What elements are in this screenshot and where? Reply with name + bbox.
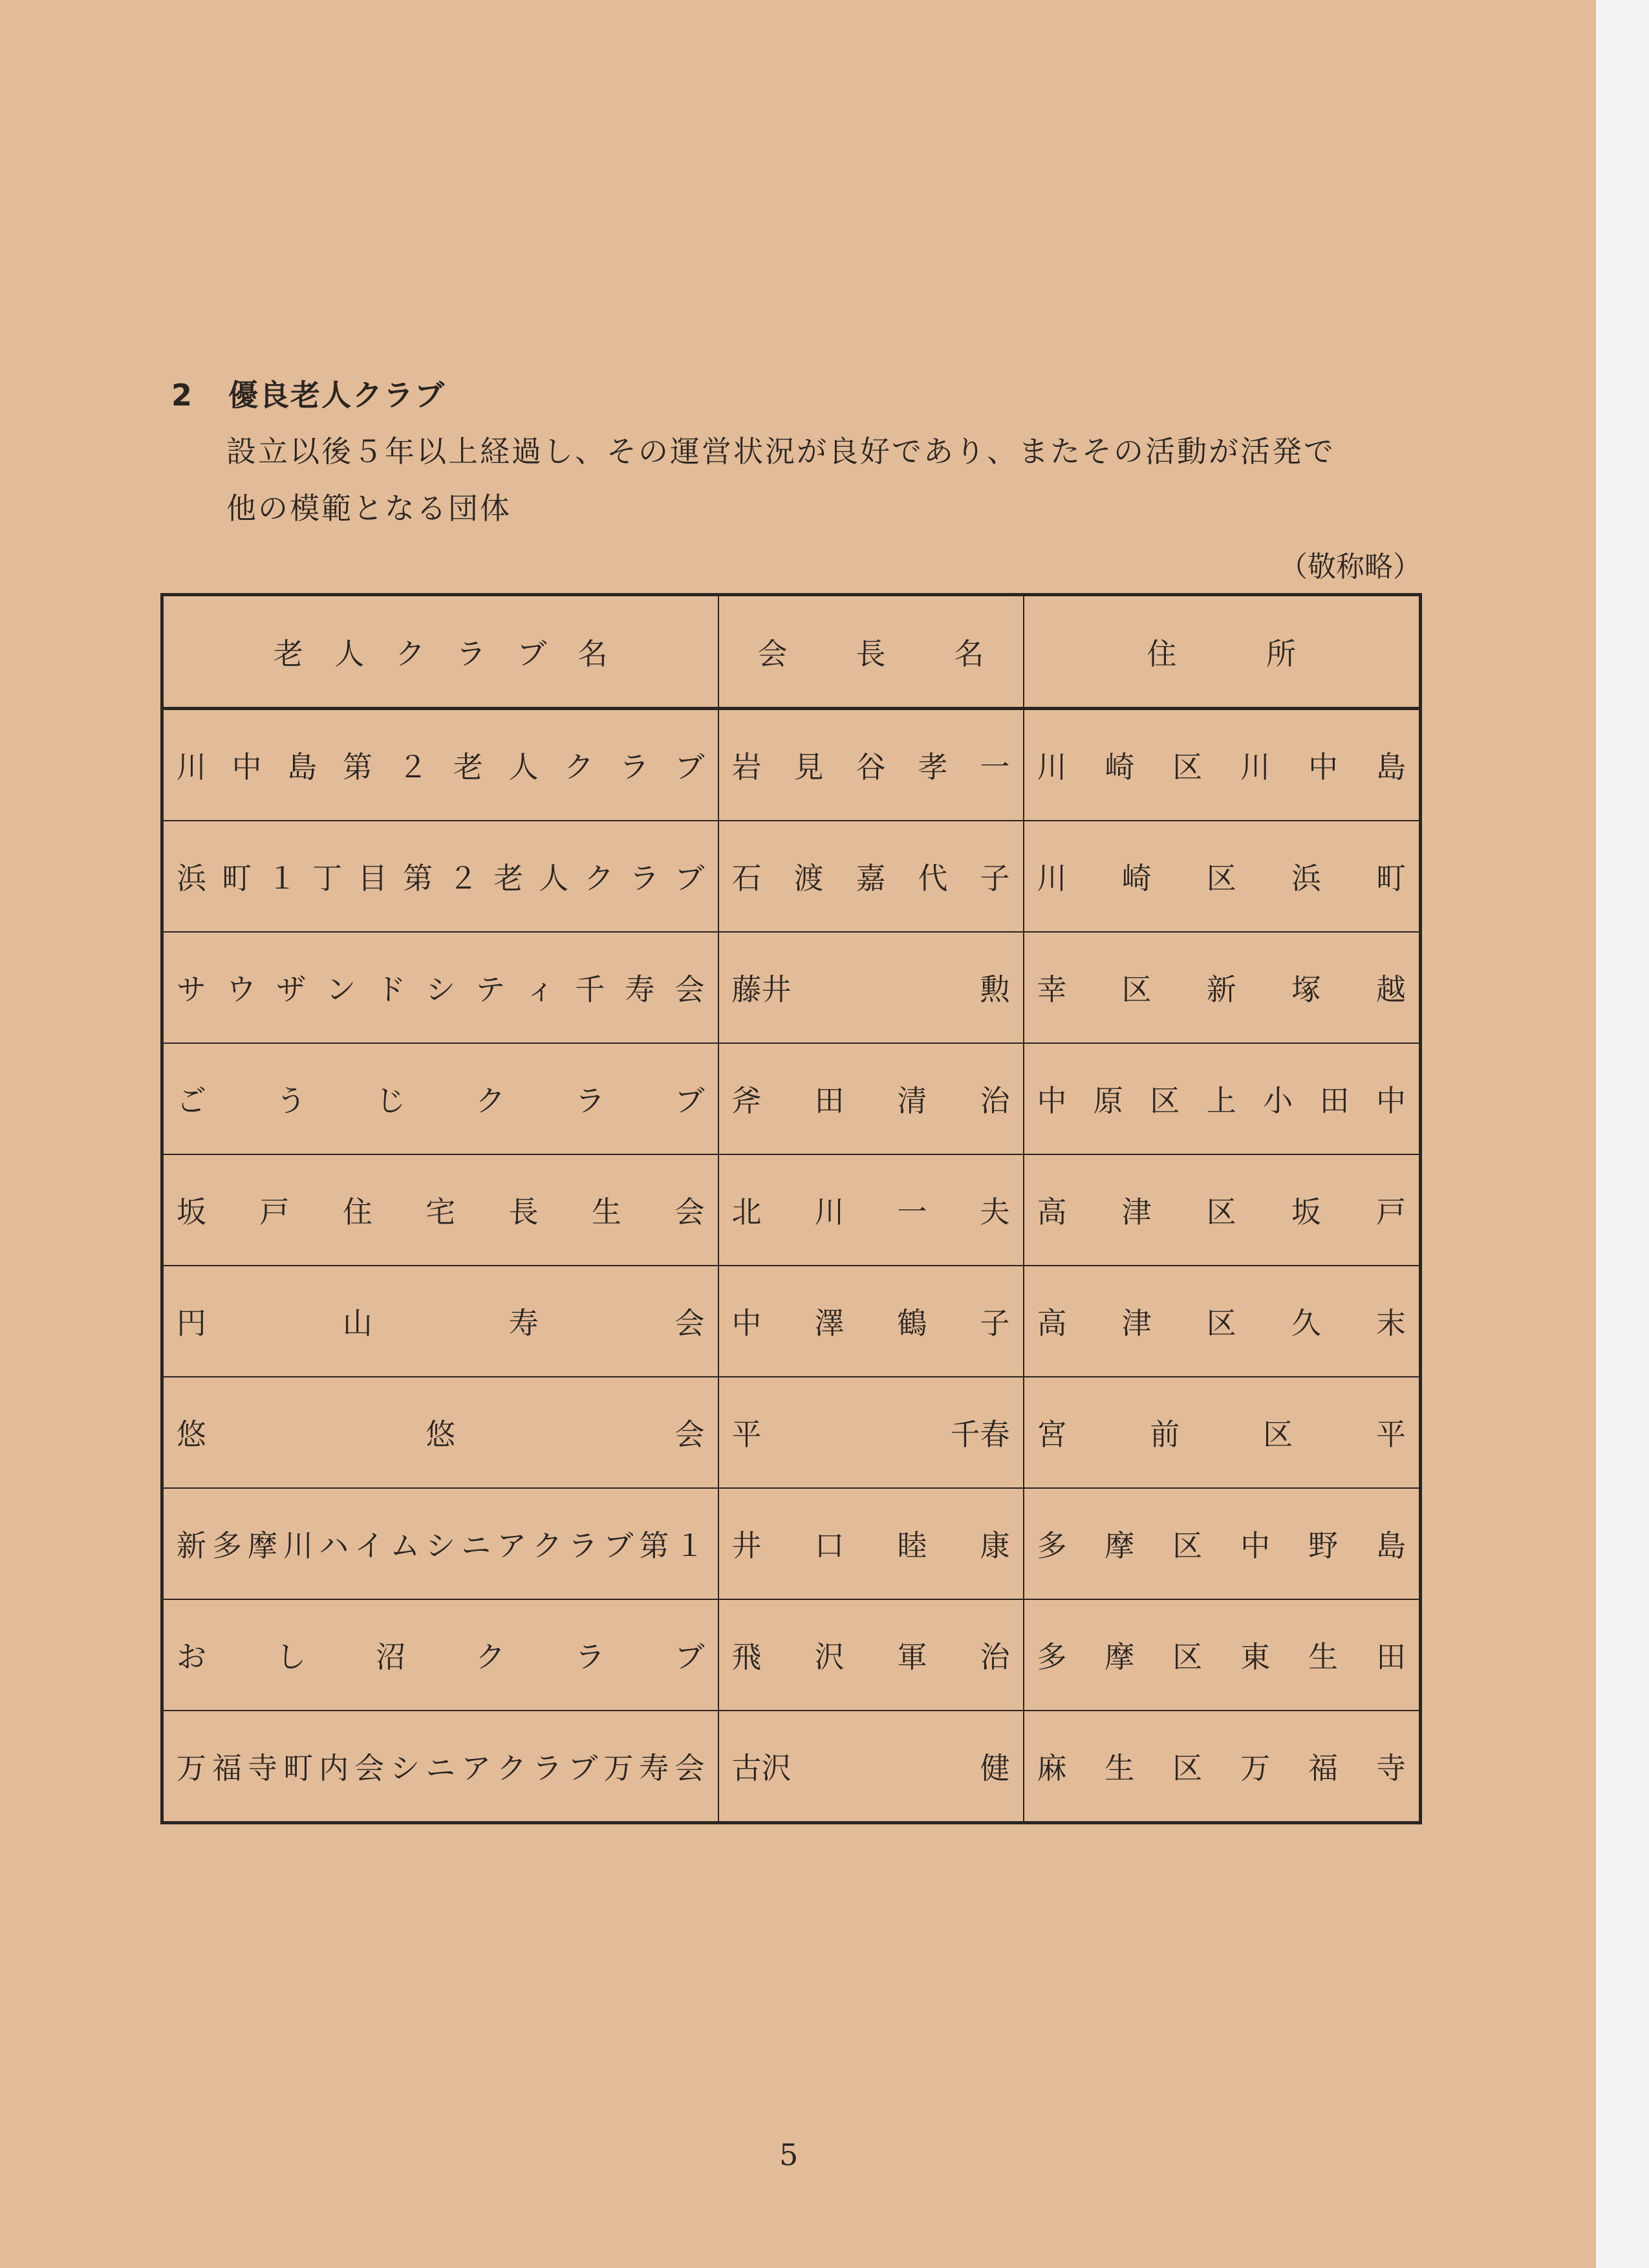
address-cell-text: 幸 区 新 塚 越 — [1037, 972, 1406, 1007]
president-name-cell — [718, 1377, 1024, 1488]
address-cell — [1024, 1266, 1421, 1377]
header-address — [1024, 595, 1421, 709]
header-club-name-text: 老 人 ク ラ ブ 名 — [274, 636, 608, 671]
header-president-name — [718, 595, 1024, 709]
address-cell — [1024, 1488, 1421, 1599]
president-name-cell — [718, 1488, 1024, 1599]
header-club-name — [162, 595, 718, 709]
section-heading — [171, 372, 446, 415]
club-name-cell-text: 円 山 寿 会 — [177, 1306, 705, 1341]
section-title: 優良老人クラブ — [228, 378, 446, 413]
address-cell — [1024, 1377, 1421, 1488]
president-name-cell — [718, 1711, 1024, 1823]
club-name-cell — [162, 1043, 718, 1154]
table-row — [162, 1377, 1421, 1488]
club-name-cell-text: 悠 悠 会 — [177, 1417, 705, 1452]
club-name-cell-text: ご う じ ク ラ ブ — [177, 1083, 705, 1118]
club-name-cell — [162, 821, 718, 932]
president-name-cell-text: 藤井 勲 — [731, 972, 1010, 1007]
club-name-cell-text: 川 中 島 第 ２ 老 人 ク ラ ブ — [177, 750, 705, 784]
president-name-cell-text: 中 澤 鶴 子 — [731, 1306, 1010, 1341]
address-cell — [1024, 821, 1421, 932]
president-name-cell-text: 斧 田 清 治 — [731, 1083, 1010, 1118]
table-row — [162, 1711, 1421, 1823]
club-name-cell — [162, 1377, 718, 1488]
address-cell — [1024, 709, 1421, 821]
president-name-cell — [718, 1599, 1024, 1711]
address-cell — [1024, 1599, 1421, 1711]
president-name-cell-text: 北 川 一 夫 — [731, 1194, 1010, 1229]
table-row — [162, 1488, 1421, 1599]
address-cell — [1024, 932, 1421, 1043]
president-name-cell-text: 岩 見 谷 孝 一 — [731, 750, 1010, 784]
table-header — [162, 595, 1421, 709]
president-name-cell — [718, 1154, 1024, 1266]
honorific-note: （敬称略） — [1279, 550, 1421, 583]
president-name-cell — [718, 1043, 1024, 1154]
address-cell-text: 多 摩 区 中 野 島 — [1037, 1528, 1406, 1563]
club-name-cell — [162, 1266, 718, 1377]
table-row — [162, 932, 1421, 1043]
header-row — [162, 595, 1421, 709]
page-number: 5 — [779, 2137, 799, 2172]
address-cell — [1024, 1043, 1421, 1154]
header-president-name-text: 会 長 名 — [757, 636, 984, 671]
address-cell-text: 高 津 区 久 末 — [1037, 1306, 1406, 1341]
club-name-cell — [162, 709, 718, 821]
table-body — [162, 709, 1421, 1823]
table-row — [162, 1154, 1421, 1266]
president-name-cell — [718, 709, 1024, 821]
club-name-cell — [162, 1154, 718, 1266]
president-name-cell — [718, 932, 1024, 1043]
table-row — [162, 821, 1421, 932]
president-name-cell-text: 平 千春 — [731, 1417, 1010, 1452]
address-cell-text: 麻 生 区 万 福 寺 — [1037, 1751, 1406, 1786]
section-description-line-2: 他の模範となる団体 — [226, 491, 512, 526]
address-cell-text: 宮 前 区 平 — [1037, 1417, 1406, 1452]
table-row — [162, 1043, 1421, 1154]
club-roster-table — [160, 593, 1422, 1824]
president-name-cell — [718, 821, 1024, 932]
club-name-cell — [162, 1599, 718, 1711]
president-name-cell — [718, 1266, 1024, 1377]
section-description-line-1: 設立以後５年以上経過し、その運営状況が良好であり、またその活動が活発で — [226, 434, 1335, 469]
club-name-cell-text: サ ウ ザ ン ド シ テ ィ 千 寿 会 — [177, 972, 705, 1007]
club-name-cell-text: 浜 町 １ 丁 目 第 ２ 老 人 ク ラ ブ — [177, 861, 705, 896]
president-name-cell-text: 石 渡 嘉 代 子 — [731, 861, 1010, 896]
address-cell-text: 多 摩 区 東 生 田 — [1037, 1639, 1406, 1674]
club-name-cell-text: 新 多 摩 川 ハ イ ム シ ニ ア ク ラ ブ 第 １ — [177, 1528, 705, 1563]
club-name-cell — [162, 1488, 718, 1599]
address-cell-text: 中 原 区 上 小 田 中 — [1037, 1083, 1406, 1118]
table-row — [162, 1266, 1421, 1377]
table-row — [162, 1599, 1421, 1711]
section-number: 2 — [171, 378, 194, 413]
club-name-cell-text: 万 福 寺 町 内 会 シ ニ ア ク ラ ブ 万 寿 会 — [177, 1751, 705, 1786]
president-name-cell-text: 飛 沢 軍 治 — [731, 1639, 1010, 1674]
club-name-cell-text: 坂 戸 住 宅 長 生 会 — [177, 1194, 705, 1229]
address-cell-text: 川 崎 区 浜 町 — [1037, 861, 1406, 896]
club-name-cell-text: お し 沼 ク ラ ブ — [177, 1639, 705, 1674]
president-name-cell-text: 古沢 健 — [731, 1751, 1010, 1786]
president-name-cell-text: 井 口 睦 康 — [731, 1528, 1010, 1563]
table-row — [162, 709, 1421, 821]
club-name-cell — [162, 932, 718, 1043]
address-cell — [1024, 1154, 1421, 1266]
club-name-cell — [162, 1711, 718, 1823]
address-cell-text: 川 崎 区 川 中 島 — [1037, 750, 1406, 784]
address-cell — [1024, 1711, 1421, 1823]
address-cell-text: 高 津 区 坂 戸 — [1037, 1194, 1406, 1229]
header-address-text: 住 所 — [1147, 636, 1296, 671]
